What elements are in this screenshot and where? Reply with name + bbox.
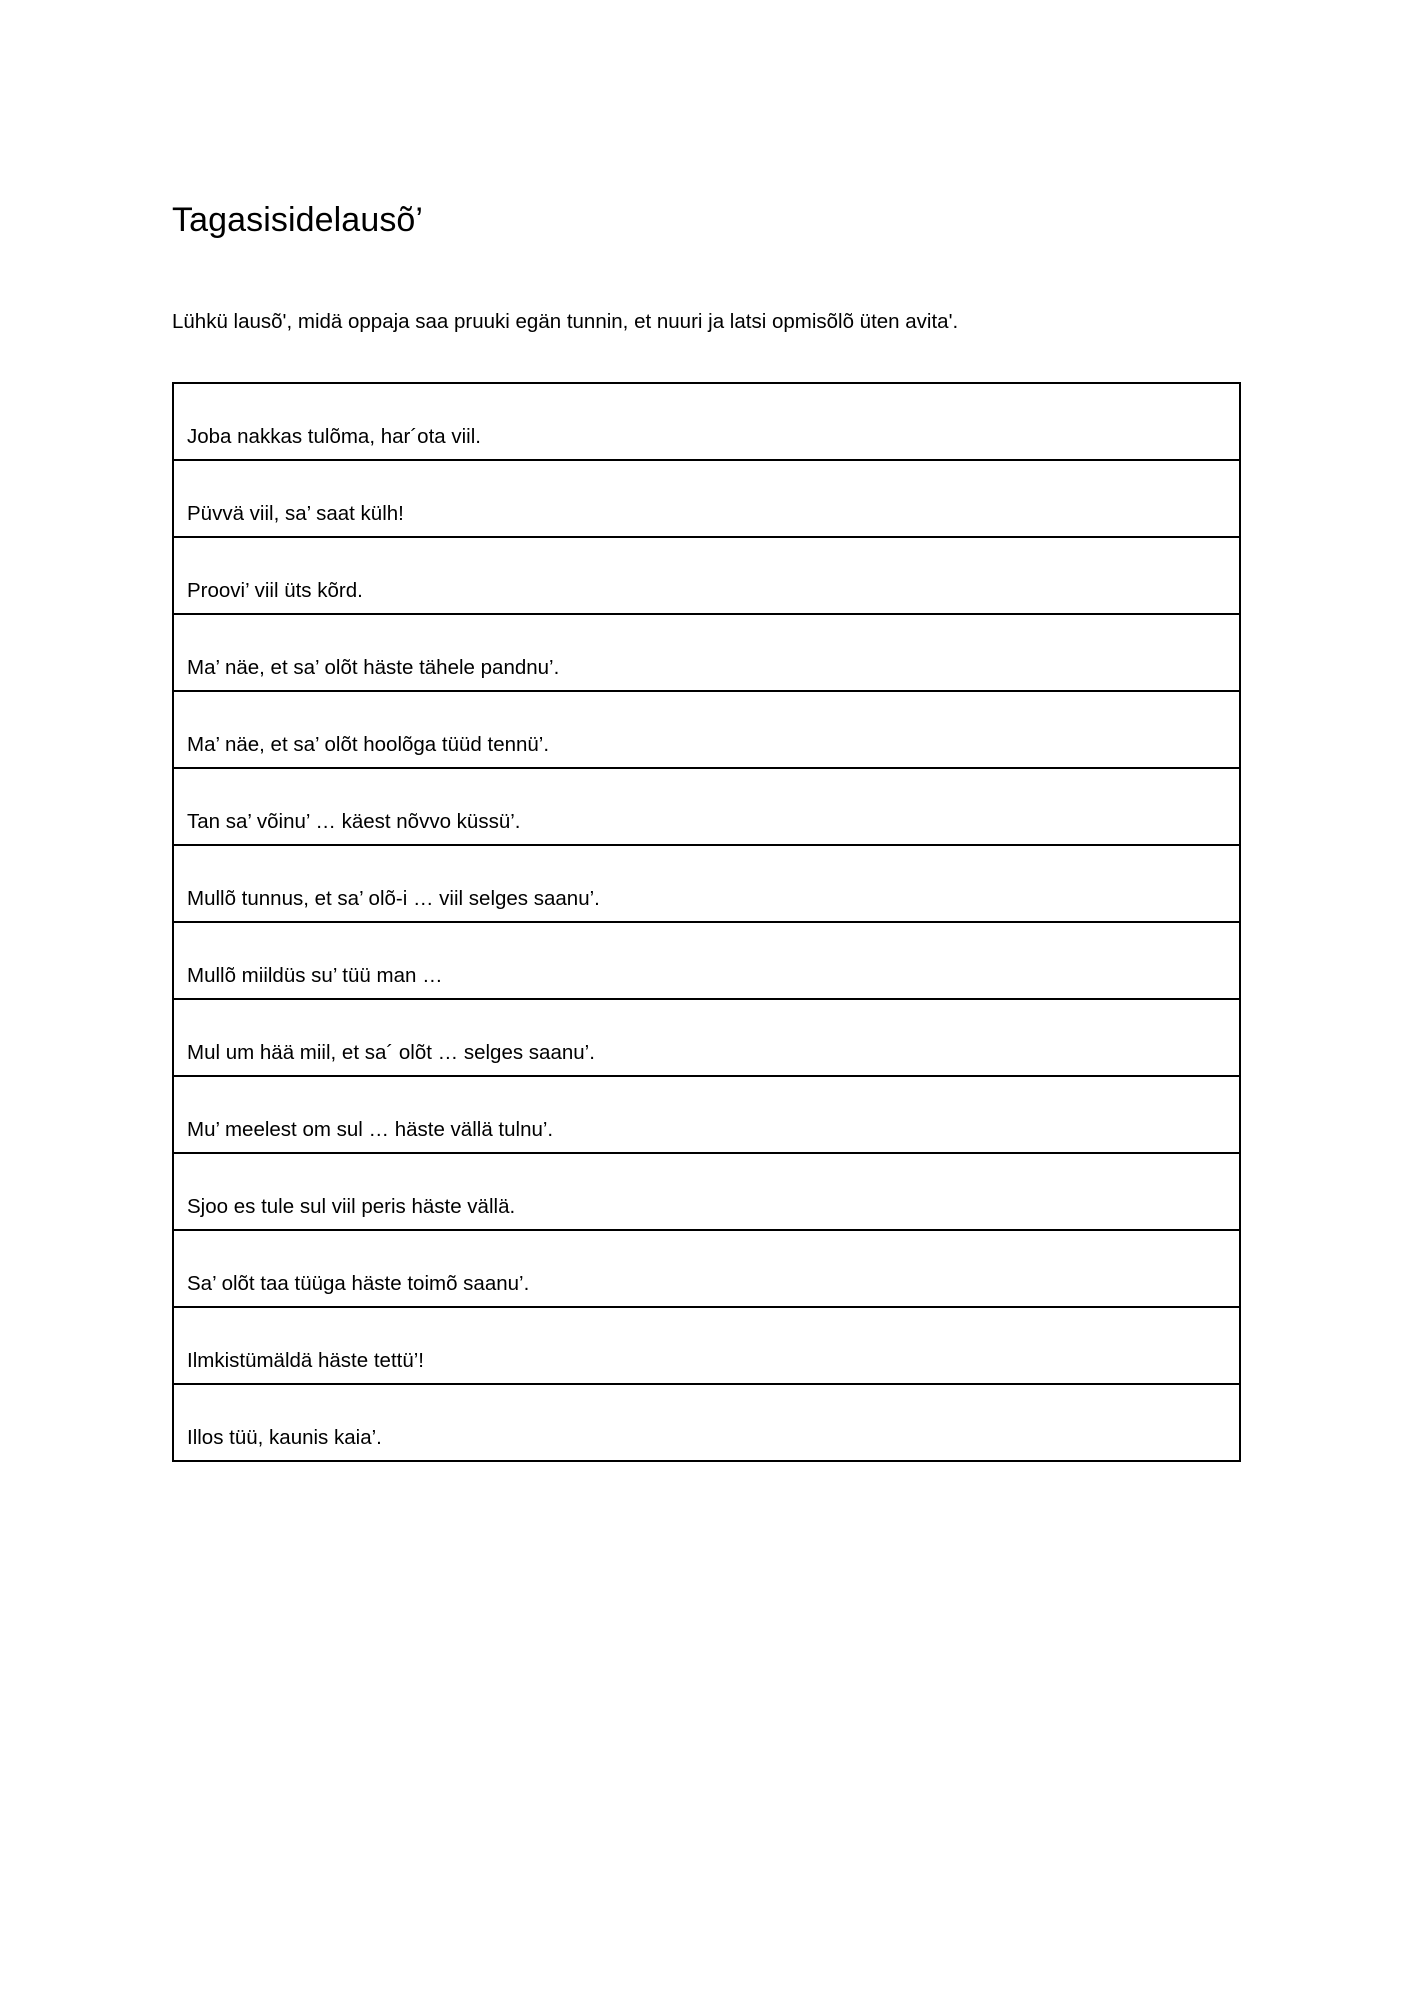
table-body	[173, 383, 1240, 1461]
table-row	[173, 922, 1240, 999]
table-row	[173, 845, 1240, 922]
sentence-text: Proovi’ viil üts kõrd.	[187, 579, 363, 602]
table-cell	[173, 1384, 1240, 1461]
table-cell	[173, 1230, 1240, 1307]
sentence-text: Ma’ näe, et sa’ olõt hoolõga tüüd tennü’.	[187, 733, 550, 756]
table-cell	[173, 1076, 1240, 1153]
sentence-text: Mullõ tunnus, et sa’ olõ-i … viil selges saanu’.	[187, 887, 600, 910]
table-row	[173, 768, 1240, 845]
table-row	[173, 1153, 1240, 1230]
table-row	[173, 614, 1240, 691]
sentence-text: Mu’ meelest om sul … häste vällä tulnu’.	[187, 1118, 554, 1141]
table-row	[173, 999, 1240, 1076]
table-cell	[173, 691, 1240, 768]
sentence-text: Mul um hää miil, et sa´ olõt … selges saanu’.	[187, 1041, 595, 1064]
table-cell	[173, 537, 1240, 614]
table-row	[173, 1307, 1240, 1384]
table-row	[173, 691, 1240, 768]
table-cell	[173, 614, 1240, 691]
sentence-text: Tan sa’ võinu’ … käest nõvvo küssü’.	[187, 810, 521, 833]
sentence-text: Joba nakkas tulõma, har´ota viil.	[187, 425, 481, 448]
sentence-text: Ilmkistümäldä häste tettü’!	[187, 1349, 424, 1372]
table-cell	[173, 922, 1240, 999]
table-cell	[173, 383, 1240, 460]
table-cell	[173, 999, 1240, 1076]
sentence-text: Ma’ näe, et sa’ olõt häste tähele pandnu’.	[187, 656, 560, 679]
table-cell	[173, 1153, 1240, 1230]
table-row	[173, 460, 1240, 537]
table-row	[173, 1384, 1240, 1461]
sentence-text: Mullõ miildüs su’ tüü man …	[187, 964, 443, 987]
table-cell	[173, 768, 1240, 845]
table-row	[173, 537, 1240, 614]
table-row	[173, 383, 1240, 460]
table-cell	[173, 1307, 1240, 1384]
table-row	[173, 1076, 1240, 1153]
table-cell	[173, 460, 1240, 537]
sentence-text: Sjoo es tule sul viil peris häste vällä.	[187, 1195, 516, 1218]
sentence-text: Sa’ olõt taa tüüga häste toimõ saanu’.	[187, 1272, 530, 1295]
table-row	[173, 1230, 1240, 1307]
document-subtitle: Lühkü lausõ', midä oppaja saa pruuki egän tunnin, et nuuri ja latsi opmisõlõ üten avita'.	[172, 310, 959, 333]
page-title: Tagasisidelausõ’	[172, 201, 424, 239]
sentence-text: Illos tüü, kaunis kaia’.	[187, 1426, 382, 1449]
table-cell	[173, 845, 1240, 922]
feedback-sentences-table	[172, 382, 1241, 1462]
sentence-text: Püvvä viil, sa’ saat külh!	[187, 502, 404, 525]
